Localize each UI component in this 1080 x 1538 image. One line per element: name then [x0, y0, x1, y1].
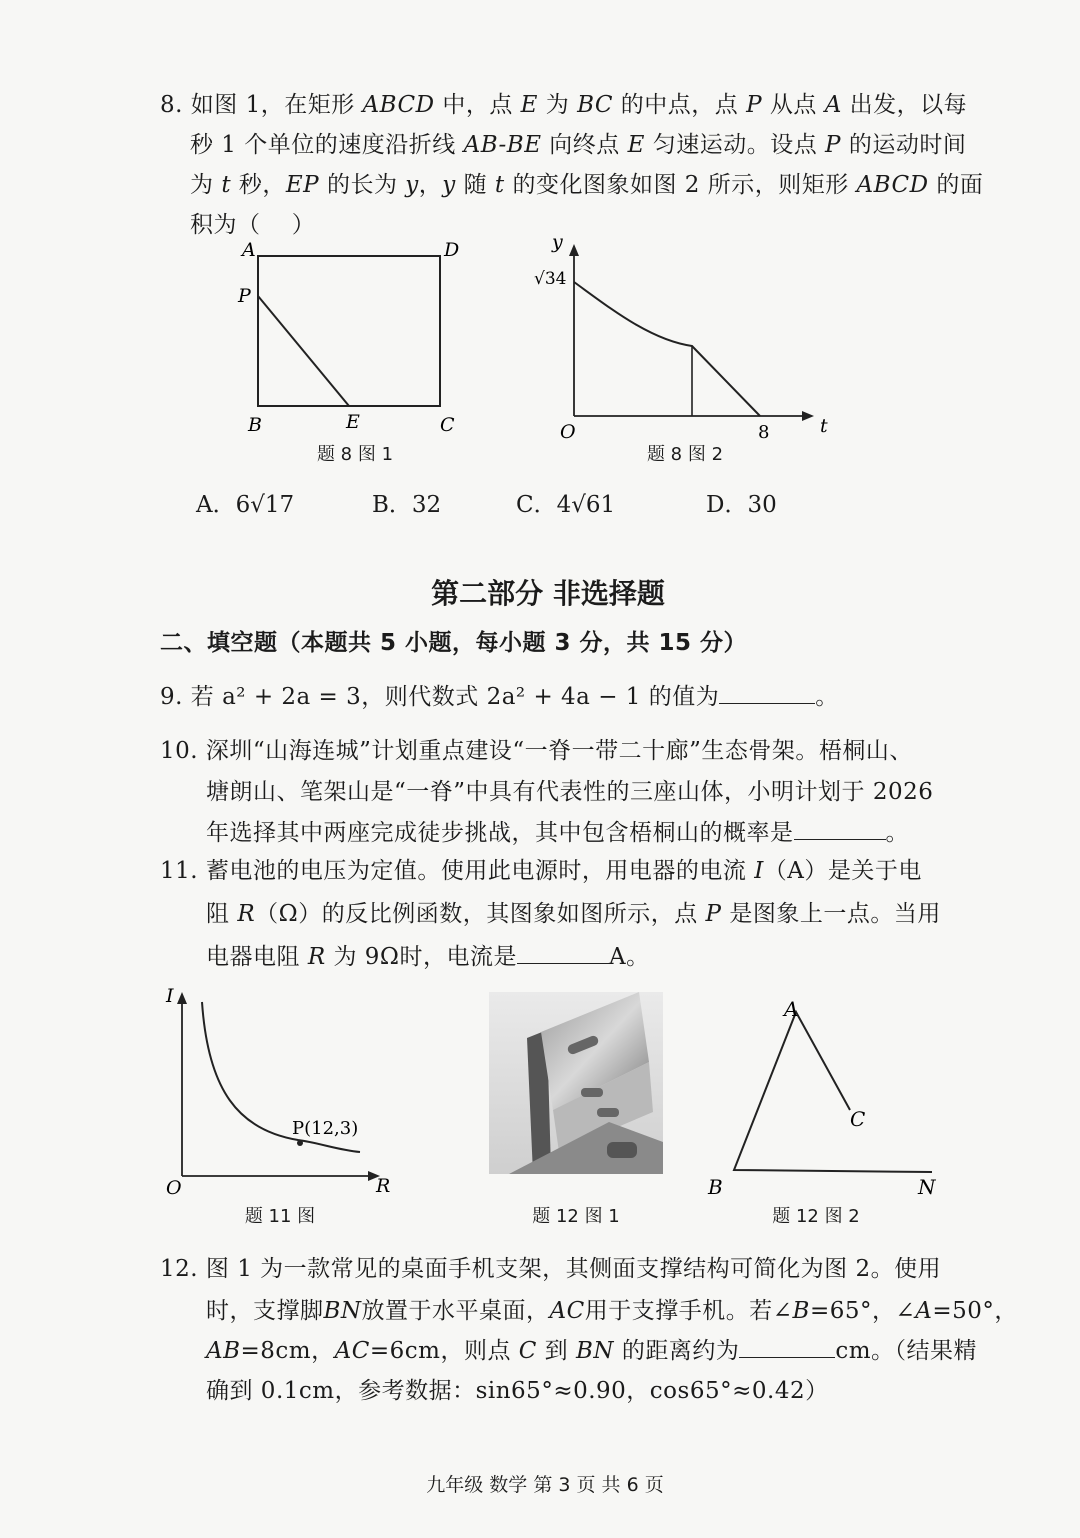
- label-b: B: [248, 414, 262, 436]
- q8-figure-2-caption: 题 8 图 2: [646, 444, 724, 465]
- q10-line-2: 塘朗山、笔架山是“一脊”中具有代表性的三座山体，小明计划于 2026: [206, 779, 934, 805]
- label-b: B: [708, 1175, 723, 1199]
- i-axis-arrow: [177, 992, 187, 1004]
- part2-title: 第二部分 非选择题: [431, 577, 665, 610]
- q12-line-4: 确到 0.1cm，参考数据：sin65°≈0.90，cos65°≈0.42）: [206, 1378, 829, 1404]
- q8-line-2: 秒 1 个单位的速度沿折线 AB-BE 向终点 E 匀速运动。设点 P 的运动时间: [190, 132, 967, 158]
- label-e: E: [346, 411, 360, 433]
- label-o: O: [166, 1177, 182, 1199]
- q8-option-c: C．4√61: [516, 492, 616, 518]
- q9-line: 9. 若 a² + 2a = 3，则代数式 2a² + 4a − 1 的值为 。: [160, 684, 839, 710]
- q11-answer-blank[interactable]: [517, 943, 609, 964]
- q8-figure-1: [230, 236, 470, 436]
- q8-line-4: 积为（ ）: [190, 212, 316, 238]
- label-t: t: [820, 415, 828, 437]
- segment-pe: [258, 296, 349, 406]
- y-axis-arrow: [569, 244, 579, 256]
- q12-line-1: 12. 图 1 为一款常见的桌面手机支架，其侧面支撑结构可简化为图 2。使用: [160, 1256, 942, 1282]
- q8-option-a: A．6√17: [196, 492, 295, 518]
- q12-line-3: AB=8cm，AC=6cm，则点 C 到 BN 的距离约为 cm。（结果精: [206, 1338, 978, 1364]
- label-y: y: [552, 231, 563, 253]
- q8-line-3: 为 t 秒，EP 的长为 y，y 随 t 的变化图象如图 2 所示，则矩形 ABCD 的面: [190, 172, 984, 198]
- label-a: A: [242, 239, 256, 261]
- q12-line-2: 时，支撑脚BN放置于水平桌面，AC用于支撑手机。若∠B=65°，∠A=50°，: [206, 1298, 1018, 1324]
- q10-line-1: 10. 深圳“山海连城”计划重点建设“一脊一带二十廊”生态骨架。梧桐山、: [160, 738, 913, 764]
- label-o: O: [560, 421, 576, 443]
- label-n: N: [918, 1175, 936, 1199]
- x-axis-arrow: [802, 411, 814, 421]
- q12-figure-1-caption: 题 12 图 1: [532, 1206, 620, 1227]
- label-c: C: [850, 1107, 866, 1131]
- q11-line-2: 阻 R（Ω）的反比例函数，其图象如图所示，点 P 是图象上一点。当用: [206, 901, 941, 927]
- q8-figure-1-caption: 题 8 图 1: [316, 444, 394, 465]
- q11-figure-caption: 题 11 图: [244, 1206, 316, 1227]
- q10-line-3: 年选择其中两座完成徒步挑战，其中包含梧桐山的概率是 。: [206, 820, 909, 846]
- label-c: C: [440, 414, 455, 436]
- graph-curve: [574, 282, 760, 416]
- point-p: [297, 1140, 303, 1146]
- q10-answer-blank[interactable]: [794, 819, 886, 840]
- stand-structure-lines: [734, 1012, 932, 1172]
- label-p: P: [238, 285, 251, 307]
- q11-line-3: 电器电阻 R 为 9Ω时，电流是 A。: [206, 944, 650, 970]
- q8-line-1: 8. 如图 1，在矩形 ABCD 中，点 E 为 BC 的中点，点 P 从点 A 出发，以每: [160, 92, 968, 118]
- q11-figure: [160, 980, 400, 1200]
- label-point: P(12,3): [292, 1118, 359, 1139]
- label-r: R: [376, 1175, 391, 1197]
- q9-answer-blank[interactable]: [719, 683, 815, 704]
- q8-figure-2: [530, 228, 840, 443]
- label-i: I: [166, 985, 174, 1007]
- rectangle-abcd: [258, 256, 440, 406]
- q8-option-b: B．32: [372, 492, 442, 518]
- q12-figure-2-caption: 题 12 图 2: [772, 1206, 860, 1227]
- label-d: D: [444, 239, 460, 261]
- phone-stand-photo: [489, 992, 663, 1174]
- label-8: 8: [758, 422, 770, 443]
- q12-figure-2: [700, 992, 950, 1202]
- page-footer: 九年级 数学 第 3 页 共 6 页: [426, 1474, 664, 1496]
- label-a: A: [784, 997, 799, 1021]
- section2-title: 二、填空题（本题共 5 小题，每小题 3 分，共 15 分）: [160, 630, 748, 656]
- q12-answer-blank[interactable]: [739, 1337, 835, 1358]
- q8-option-d: D．30: [706, 492, 777, 518]
- label-sqrt34: √34: [534, 269, 567, 289]
- q11-line-1: 11. 蓄电池的电压为定值。使用此电源时，用电器的电流 I（A）是关于电: [160, 858, 922, 884]
